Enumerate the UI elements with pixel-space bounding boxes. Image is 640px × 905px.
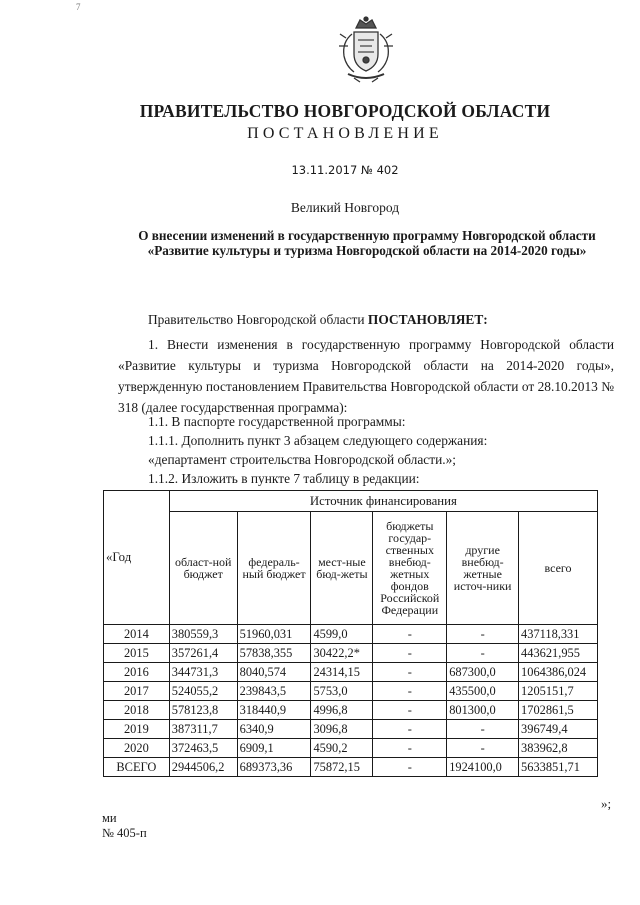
table-body: [104, 625, 598, 777]
table-cell: 4590,2: [311, 739, 373, 758]
resolve-bold: ПОСТАНОВЛЯЕТ:: [367, 312, 488, 327]
table-row: [104, 663, 598, 682]
table-cell: 2019: [104, 720, 170, 739]
table-row: [104, 625, 598, 644]
table-cell: -: [373, 663, 447, 682]
year-header: «Год: [104, 491, 170, 625]
table-row: [104, 682, 598, 701]
table-cell: 2944506,2: [169, 758, 237, 777]
table-row: [104, 758, 598, 777]
column-header: федераль-ный бюджет: [237, 512, 311, 625]
table-cell: 2016: [104, 663, 170, 682]
table-cell: 344731,3: [169, 663, 237, 682]
footer: [102, 811, 147, 841]
document-subject: О внесении изменений в государственную программу Новгородской области «Развитие культуры и туризма Новгородской области на 2014-2020 годы»: [138, 228, 596, 258]
paragraph-1: 1. Внести изменения в государственную программу Новгородской области «Развитие культуры и туризма Новгородской области на 2014-2020 годы», утвержденную постановлением Правительства Новгородской области от 28.10.2013 № 318 (далее государственная программа):: [118, 337, 614, 415]
table-cell: 1924100,0: [447, 758, 519, 777]
table-cell: 239843,5: [237, 682, 311, 701]
table-cell: 5633851,71: [519, 758, 598, 777]
resolve-paragraph: [118, 309, 614, 330]
table-cell: 3096,8: [311, 720, 373, 739]
column-header: другие внебюд-жетные источ-ники: [447, 512, 519, 625]
table-cell: 387311,7: [169, 720, 237, 739]
table-cell: 2018: [104, 701, 170, 720]
table-cell: 6909,1: [237, 739, 311, 758]
table-cell: 318440,9: [237, 701, 311, 720]
column-header: мест-ные бюд-жеты: [311, 512, 373, 625]
table-cell: 51960,031: [237, 625, 311, 644]
table-cell: 1205151,7: [519, 682, 598, 701]
table-cell: 357261,4: [169, 644, 237, 663]
column-header: бюджеты государ-ственных внебюд-жетных фондов Российской Федерации: [373, 512, 447, 625]
table-cell: 383962,8: [519, 739, 598, 758]
document-kind: ПОСТАНОВЛЕНИЕ: [247, 125, 443, 142]
source-header: Источник финансирования: [169, 491, 597, 512]
table-cell: -: [447, 644, 519, 663]
table-cell: 57838,355: [237, 644, 311, 663]
table-cell: 30422,2*: [311, 644, 373, 663]
table-cell: -: [373, 625, 447, 644]
table-cell: 372463,5: [169, 739, 237, 758]
resolve-prefix: Правительство Новгородской области: [148, 312, 368, 327]
table-cell: ВСЕГО: [104, 758, 170, 777]
table-cell: -: [447, 625, 519, 644]
table-row: [104, 720, 598, 739]
table-row: [104, 644, 598, 663]
financing-table: [103, 490, 598, 777]
table-cell: -: [373, 758, 447, 777]
table-cell: 687300,0: [447, 663, 519, 682]
government-title: ПРАВИТЕЛЬСТВО НОВГОРОДСКОЙ ОБЛАСТИ: [139, 101, 551, 121]
table-row: [104, 701, 598, 720]
table-cell: -: [373, 739, 447, 758]
table-cell: 801300,0: [447, 701, 519, 720]
table-cell: 2015: [104, 644, 170, 663]
table-cell: 75872,15: [311, 758, 373, 777]
table-cell: 2017: [104, 682, 170, 701]
table-row: [104, 739, 598, 758]
table-cell: 435500,0: [447, 682, 519, 701]
paragraph-1-1: 1.1. В паспорте государственной программы:: [148, 414, 406, 429]
table-closing-quote: »;: [601, 796, 612, 811]
table-cell: -: [447, 720, 519, 739]
table-cell: 2014: [104, 625, 170, 644]
table-cell: 689373,36: [237, 758, 311, 777]
paragraph-1-1-2: 1.1.2. Изложить в пункте 7 таблицу в редакции:: [148, 471, 420, 486]
table-cell: -: [373, 701, 447, 720]
table-cell: 1702861,5: [519, 701, 598, 720]
table-cell: 524055,2: [169, 682, 237, 701]
corner-mark: 7: [76, 2, 81, 12]
table-cell: -: [373, 720, 447, 739]
table-cell: 4599,0: [311, 625, 373, 644]
table-cell: 6340,9: [237, 720, 311, 739]
table-cell: 2020: [104, 739, 170, 758]
table-cell: 5753,0: [311, 682, 373, 701]
table-cell: -: [373, 644, 447, 663]
table-cell: 437118,331: [519, 625, 598, 644]
coat-of-arms-icon: [334, 16, 398, 84]
footer-initials: ми: [102, 811, 117, 825]
paragraph-1-1-1: 1.1.1. Дополнить пункт 3 абзацем следующего содержания:: [148, 433, 488, 448]
table-cell: 4996,8: [311, 701, 373, 720]
table-cell: 443621,955: [519, 644, 598, 663]
table-cell: -: [447, 739, 519, 758]
table-cell: 380559,3: [169, 625, 237, 644]
table-cell: 396749,4: [519, 720, 598, 739]
table-cell: 24314,15: [311, 663, 373, 682]
table-cell: 1064386,024: [519, 663, 598, 682]
table-cell: 578123,8: [169, 701, 237, 720]
footer-code: № 405-п: [102, 826, 147, 840]
city: Великий Новгород: [290, 200, 400, 215]
table-cell: 8040,574: [237, 663, 311, 682]
date-number: 13.11.2017 № 402: [291, 163, 399, 177]
column-header: всего: [519, 512, 598, 625]
paragraph-quote: «департамент строительства Новгородской области.»;: [148, 452, 457, 467]
table-cell: -: [373, 682, 447, 701]
column-header: област-ной бюджет: [169, 512, 237, 625]
